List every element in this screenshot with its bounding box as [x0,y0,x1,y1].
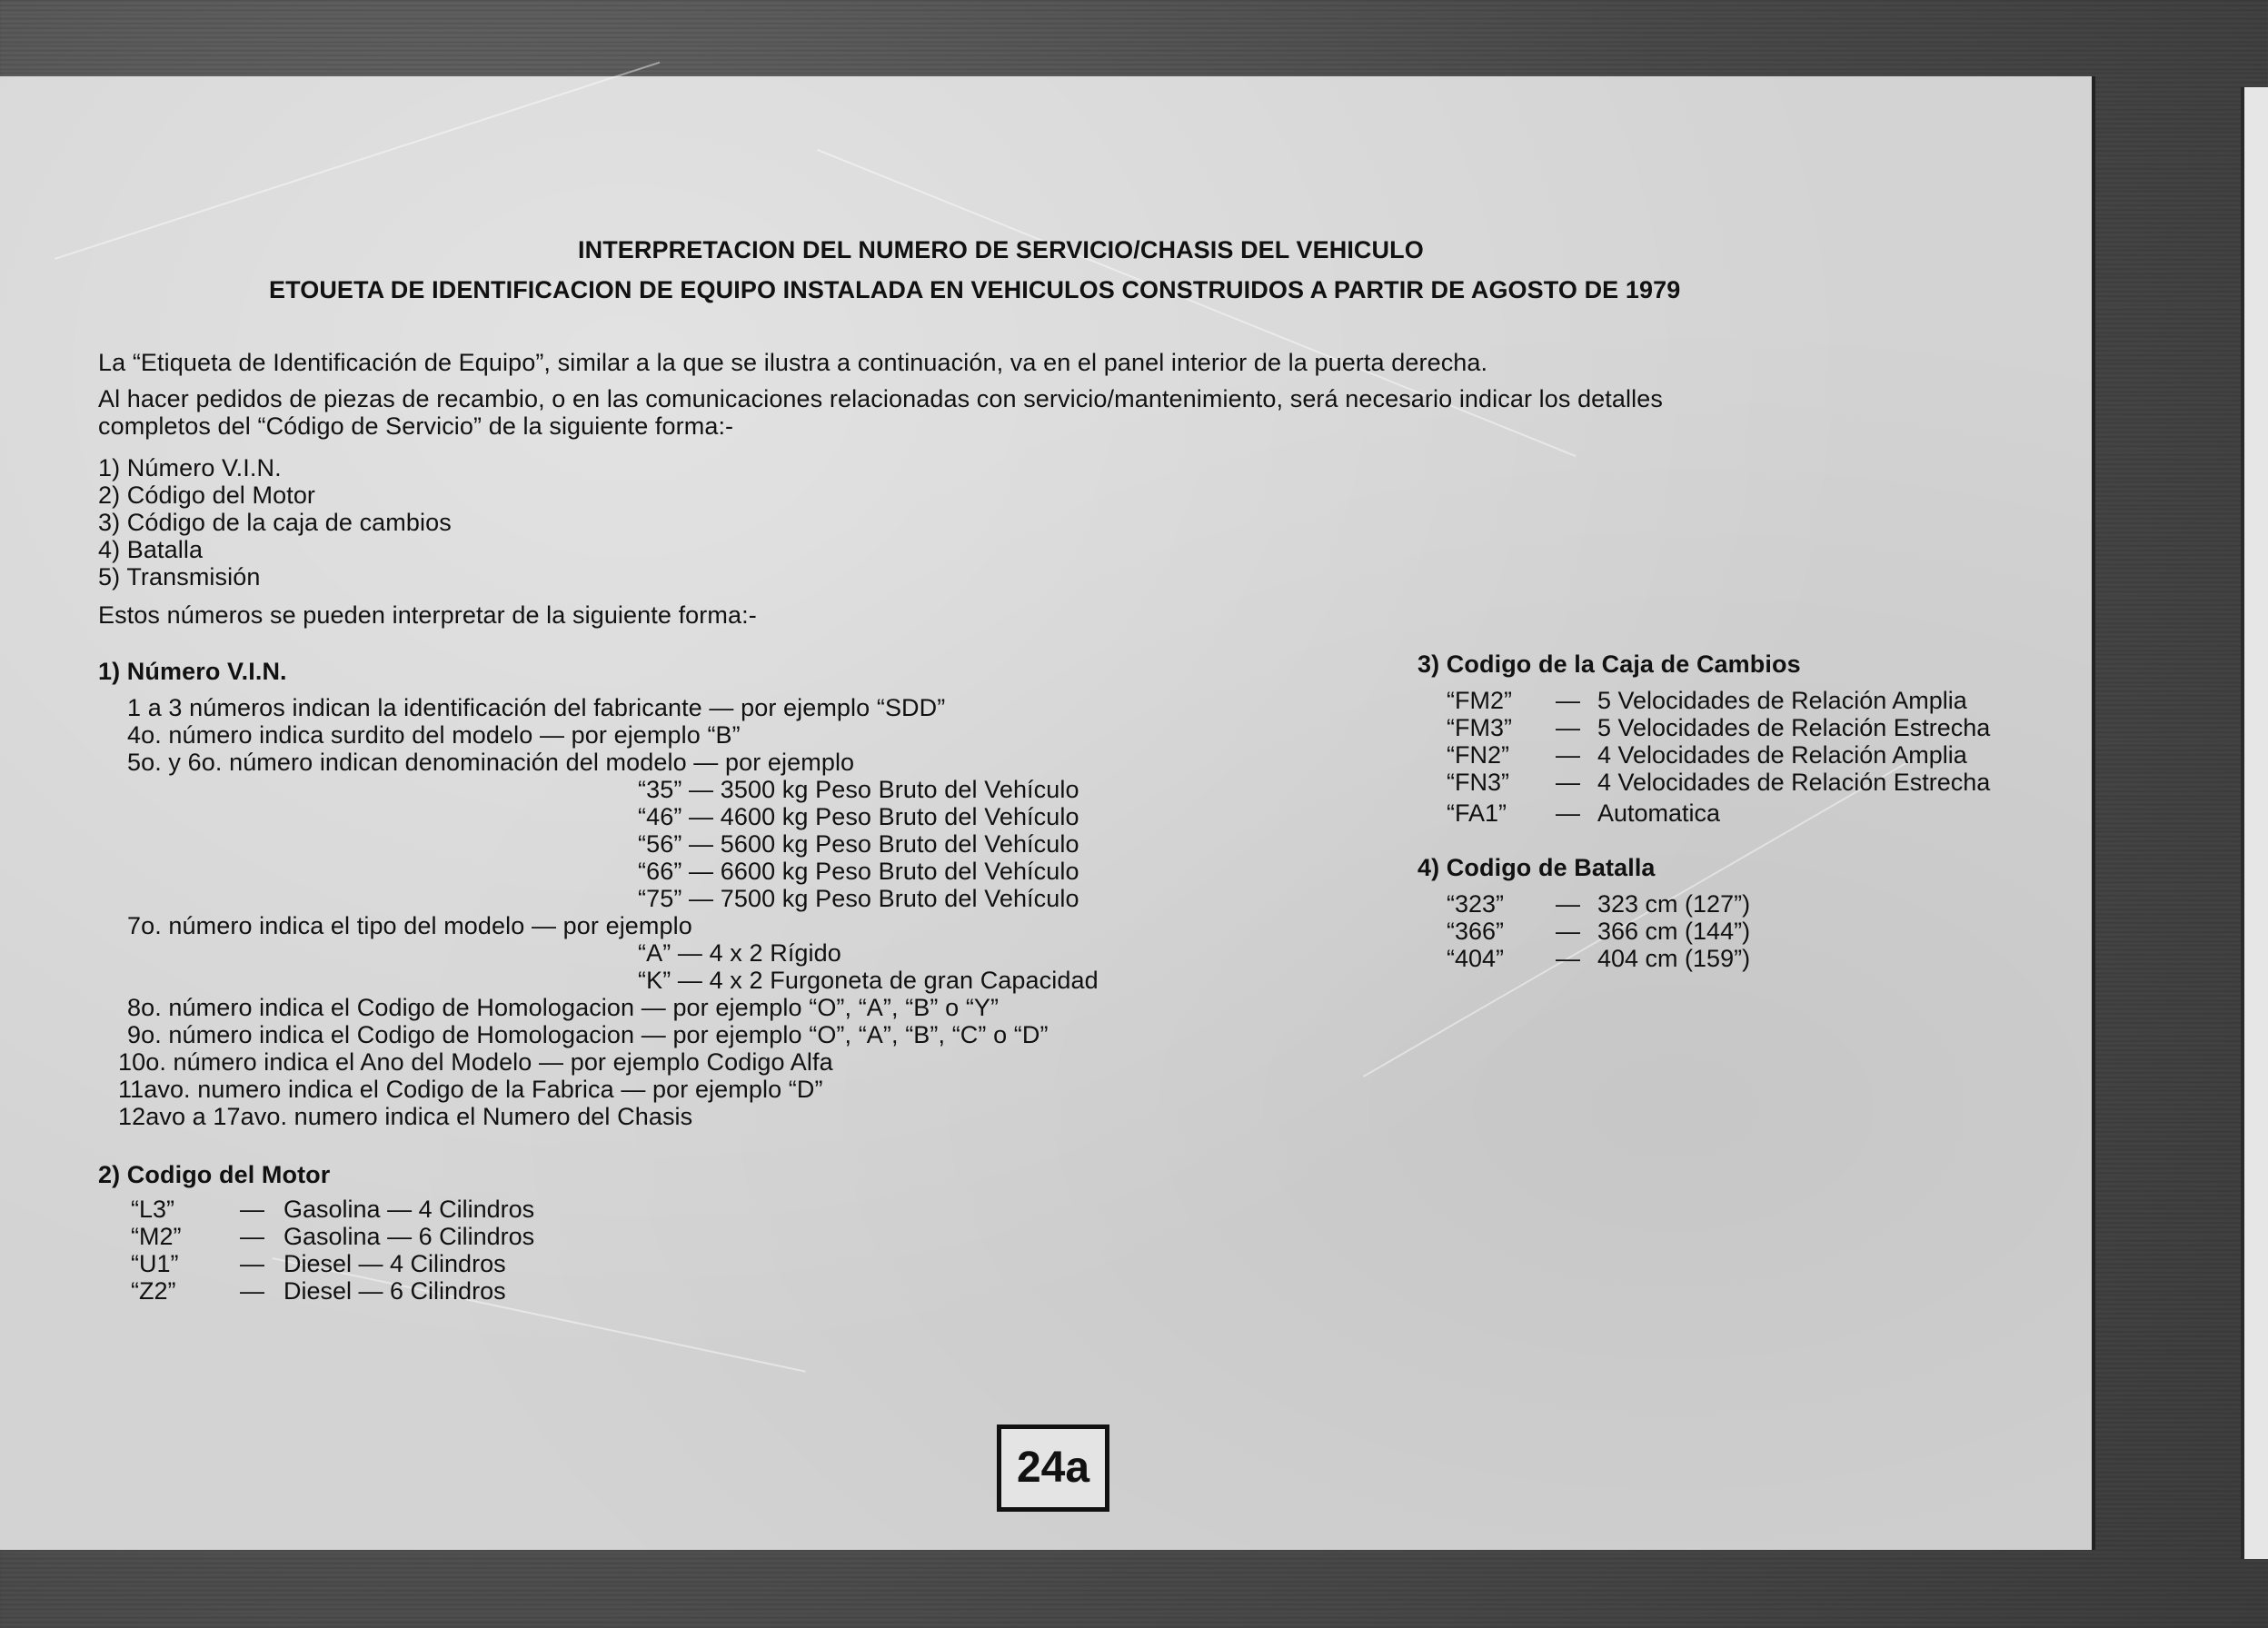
adjacent-page-edge [2241,87,2268,1559]
gearbox-desc: 4 Velocidades de Relación Estrecha [1597,769,1991,796]
intro-list-item: 1) Número V.I.N. [98,454,282,481]
intro-paragraph: Al hacer pedidos de piezas de recambio, o en las comunicaciones relacionadas con servicio/mantenimiento, será necesario indicar los detalles [98,385,1663,412]
section-heading-vin: 1) Número V.I.N. [98,658,287,685]
gearbox-desc: 4 Velocidades de Relación Amplia [1597,741,1967,769]
gearbox-code: “FN3” [1447,769,1509,796]
vin-weight-item: “46” — 4600 kg Peso Bruto del Vehículo [638,803,1079,830]
vin-line: 4o. número indica surdito del modelo — por ejemplo “B” [127,721,741,749]
vin-weight-item: “75” — 7500 kg Peso Bruto del Vehículo [638,885,1079,912]
intro-list-item: 2) Código del Motor [98,481,316,509]
intro-list-item: 4) Batalla [98,536,204,563]
vin-weight-item: “35” — 3500 kg Peso Bruto del Vehículo [638,776,1079,803]
motor-desc: Gasolina — 4 Cilindros [284,1196,535,1223]
wheelbase-desc: 323 cm (127”) [1597,890,1751,918]
wheelbase-dash: — [1556,945,1580,972]
gearbox-code: “FA1” [1447,799,1507,827]
vin-line: 10o. número indica el Ano del Modelo — por ejemplo Codigo Alfa [118,1048,833,1076]
vin-line: 11avo. numero indica el Codigo de la Fabrica — por ejemplo “D” [118,1076,823,1103]
wheelbase-code: “366” [1447,918,1505,945]
motor-code: “L3” [131,1196,175,1223]
vin-line: 7o. número indica el tipo del modelo — por ejemplo [127,912,692,939]
wheelbase-code: “404” [1447,945,1505,972]
page-subtitle: ETOUETA DE IDENTIFICACION DE EQUIPO INSTALADA EN VEHICULOS CONSTRUIDOS A PARTIR DE AGOSTO DE 1979 [269,276,1681,303]
vin-line: 1 a 3 números indican la identificación del fabricante — por ejemplo “SDD” [127,694,946,721]
intro-paragraph: completos del “Código de Servicio” de la siguiente forma:- [98,412,734,440]
motor-desc: Diesel — 4 Cilindros [284,1250,506,1277]
gearbox-code: “FM2” [1447,687,1512,714]
gearbox-dash: — [1556,741,1580,769]
wheelbase-dash: — [1556,918,1580,945]
motor-desc: Diesel — 6 Cilindros [284,1277,506,1305]
motor-dash: — [240,1196,264,1223]
intro-list-item: 5) Transmisión [98,563,261,591]
page-number: 24a [997,1424,1109,1512]
section-heading-motor: 2) Codigo del Motor [98,1161,331,1188]
motor-code: “M2” [131,1223,182,1250]
wheelbase-desc: 404 cm (159”) [1597,945,1751,972]
section-heading-gearbox: 3) Codigo de la Caja de Cambios [1418,650,1801,678]
gearbox-code: “FM3” [1447,714,1512,741]
intro-paragraph: La “Etiqueta de Identificación de Equipo”, similar a la que se ilustra a continuación, va en el panel interior de la puerta derecha. [98,349,1488,376]
gearbox-desc: 5 Velocidades de Relación Estrecha [1597,714,1991,741]
wheelbase-desc: 366 cm (144”) [1597,918,1751,945]
vin-line: 8o. número indica el Codigo de Homologacion — por ejemplo “O”, “A”, “B” o “Y” [127,994,1000,1021]
gearbox-dash: — [1556,714,1580,741]
page-title: INTERPRETACION DEL NUMERO DE SERVICIO/CHASIS DEL VEHICULO [578,236,1424,263]
vin-line: 5o. y 6o. número indican denominación del modelo — por ejemplo [127,749,855,776]
gearbox-desc: Automatica [1597,799,1721,827]
intro-outro: Estos números se pueden interpretar de la siguiente forma:- [98,601,757,629]
vin-type-item: “A” — 4 x 2 Rígido [638,939,841,967]
motor-desc: Gasolina — 6 Cilindros [284,1223,535,1250]
motor-dash: — [240,1223,264,1250]
gearbox-dash: — [1556,687,1580,714]
wheelbase-code: “323” [1447,890,1505,918]
vin-line: 9o. número indica el Codigo de Homologacion — por ejemplo “O”, “A”, “B”, “C” o “D” [127,1021,1049,1048]
vin-type-item: “K” — 4 x 2 Furgoneta de gran Capacidad [638,967,1099,994]
motor-code: “Z2” [131,1277,176,1305]
vin-weight-item: “66” — 6600 kg Peso Bruto del Vehículo [638,858,1079,885]
gearbox-desc: 5 Velocidades de Relación Amplia [1597,687,1967,714]
section-heading-wheelbase: 4) Codigo de Batalla [1418,854,1656,881]
motor-dash: — [240,1277,264,1305]
gearbox-code: “FN2” [1447,741,1509,769]
motor-code: “U1” [131,1250,179,1277]
motor-dash: — [240,1250,264,1277]
wheelbase-dash: — [1556,890,1580,918]
vin-weight-item: “56” — 5600 kg Peso Bruto del Vehículo [638,830,1079,858]
scratch-mark [55,62,660,260]
gearbox-dash: — [1556,769,1580,796]
intro-list-item: 3) Código de la caja de cambios [98,509,452,536]
vin-line: 12avo a 17avo. numero indica el Numero del Chasis [118,1103,693,1130]
document-page [0,76,2095,1550]
gearbox-dash: — [1556,799,1580,827]
